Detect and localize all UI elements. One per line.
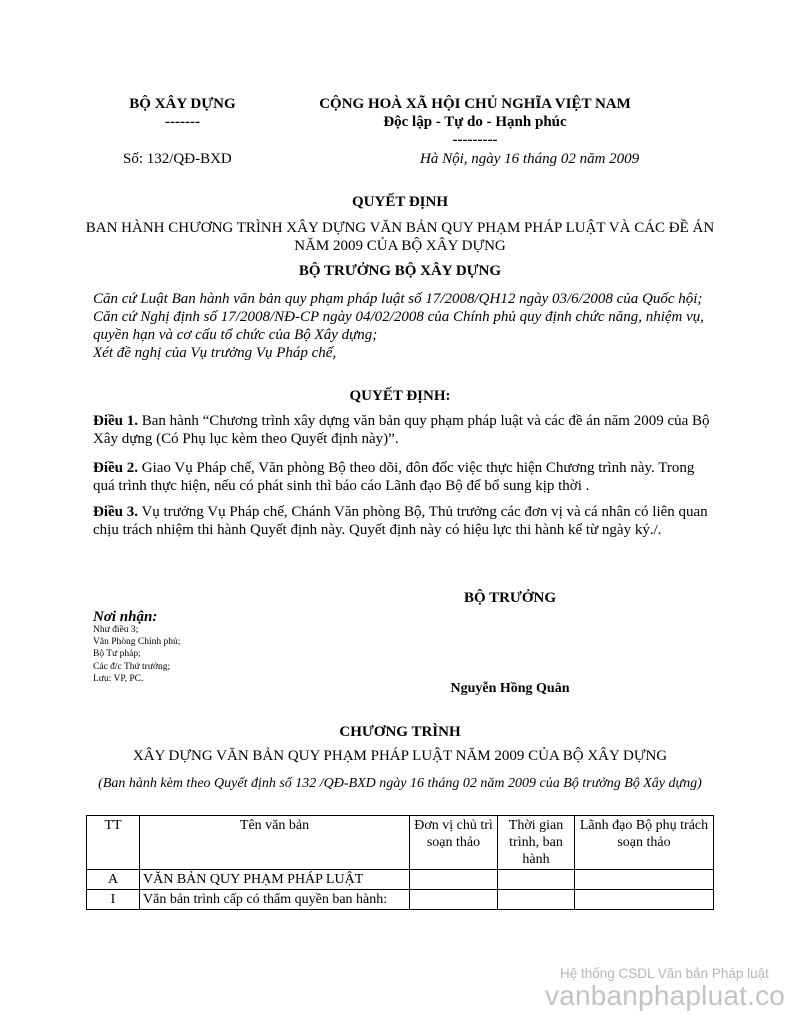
national-motto: Độc lập - Tự do - Hạnh phúc	[383, 114, 567, 130]
program-note: (Ban hành kèm theo Quyết định số 132 /QĐ-BXD ngày 16 tháng 02 năm 2009 của Bộ trưởng Bộ Xây dựng)	[98, 776, 702, 791]
decides-heading: QUYẾT ĐỊNH:	[349, 388, 451, 404]
table-cell	[575, 890, 714, 910]
table-cell: VĂN BẢN QUY PHẠM PHÁP LUẬT	[140, 870, 410, 890]
motto-divider: ---------	[452, 132, 498, 148]
table-cell	[498, 870, 575, 890]
column-header: Đơn vị chủ trì soạn thảo	[410, 816, 498, 870]
column-header: Thời gian trình, ban hành	[498, 816, 575, 870]
article-text: Giao Vụ Pháp chế, Văn phòng Bộ theo dõi, đôn đốc việc thực hiện Chương trình này. Trong quá trình thực hiện, nếu có phát sinh thì báo cáo Lãnh đạo Bộ để bổ sung kịp thời .	[93, 460, 695, 494]
decision-title: QUYẾT ĐỊNH	[352, 194, 448, 210]
article-label: Điều 3.	[93, 504, 138, 520]
issuer-title: BỘ TRƯỞNG BỘ XÂY DỰNG	[298, 263, 502, 279]
program-subject: XÂY DỰNG VĂN BẢN QUY PHẠM PHÁP LUẬT NĂM 2009 CỦA BỘ XÂY DỰNG	[132, 748, 668, 764]
recipient-item: Các đ/c Thứ trưởng;	[93, 661, 171, 672]
article-label: Điều 1.	[93, 413, 138, 429]
recipient-item: Như điều 3;	[93, 625, 139, 635]
table-row	[87, 890, 714, 910]
place-and-date: Hà Nội, ngày 16 tháng 02 năm 2009	[420, 151, 640, 167]
column-header: TT	[87, 816, 140, 870]
decision-subject: BAN HÀNH CHƯƠNG TRÌNH XÂY DỰNG VĂN BẢN QUY PHẠM PHÁP LUẬT VÀ CÁC ĐỀ ÁN NĂM 2009 CỦA BỘ XÂY DỰNG	[85, 220, 715, 254]
column-header: Lãnh đạo Bộ phụ trách soạn thảo	[575, 816, 714, 870]
signer-name: Nguyễn Hồng Quân	[450, 681, 570, 696]
article-label: Điều 2.	[93, 460, 138, 476]
recipient-item: Bộ Tư pháp;	[93, 649, 141, 660]
table-header-row	[87, 816, 714, 870]
column-header: Tên văn bản	[140, 816, 410, 870]
basis-item: Căn cứ Nghị định số 17/2008/NĐ-CP ngày 04/02/2008 của Chính phủ quy định chức năng, nhiệm vụ, quyền hạn và cơ cấu tổ chức của Bộ Xây dựng;	[93, 309, 705, 343]
recipients-list	[93, 624, 180, 685]
table-cell	[410, 890, 498, 910]
table-cell: A	[87, 870, 140, 890]
table-cell	[498, 890, 575, 910]
watermark-site: vanbanphapluat.co	[545, 980, 786, 1011]
national-title: CỘNG HOÀ XÃ HỘI CHỦ NGHĨA VIỆT NAM	[319, 96, 631, 112]
agency-divider: -------	[165, 114, 200, 130]
article-1	[93, 412, 713, 448]
basis-item: Căn cứ Luật Ban hành văn bản quy phạm pháp luật số 17/2008/QH12 ngày 03/6/2008 của Quốc hội;	[93, 291, 703, 307]
recipients-heading: Nơi nhận:	[93, 609, 158, 625]
program-title: CHƯƠNG TRÌNH	[339, 724, 461, 740]
legal-basis	[93, 290, 713, 362]
article-text: Vụ trưởng Vụ Pháp chế, Chánh Văn phòng Bộ, Thủ trưởng các đơn vị và cá nhân có liên quan chịu trách nhiệm thi hành Quyết định này. Quyết định này có hiệu lực thi hành kể từ ngày ký./.	[93, 504, 708, 538]
table-row	[87, 870, 714, 890]
article-2	[93, 459, 713, 495]
issuing-agency: BỘ XÂY DỰNG	[129, 96, 236, 112]
table-cell	[575, 870, 714, 890]
program-table	[86, 815, 714, 910]
recipient-item: Văn Phòng Chính phủ;	[93, 637, 181, 648]
watermark-caption: Hệ thống CSDL Văn bản Pháp luật	[560, 966, 769, 981]
article-3	[93, 503, 713, 539]
basis-item: Xét đề nghị của Vụ trưởng Vụ Pháp chế,	[93, 345, 337, 361]
signer-title: BỘ TRƯỞNG	[463, 590, 557, 606]
table-cell: I	[87, 890, 140, 910]
table-cell	[410, 870, 498, 890]
article-text: Ban hành “Chương trình xây dựng văn bản quy phạm pháp luật và các đề án năm 2009 của Bộ Xây dựng (Có Phụ lục kèm theo Quyết định này)”.	[93, 413, 710, 447]
document-number: Số: 132/QĐ-BXD	[123, 151, 232, 167]
recipient-item: Lưu: VP, PC.	[93, 673, 144, 684]
table-cell: Văn bản trình cấp có thẩm quyền ban hành:	[140, 890, 410, 910]
